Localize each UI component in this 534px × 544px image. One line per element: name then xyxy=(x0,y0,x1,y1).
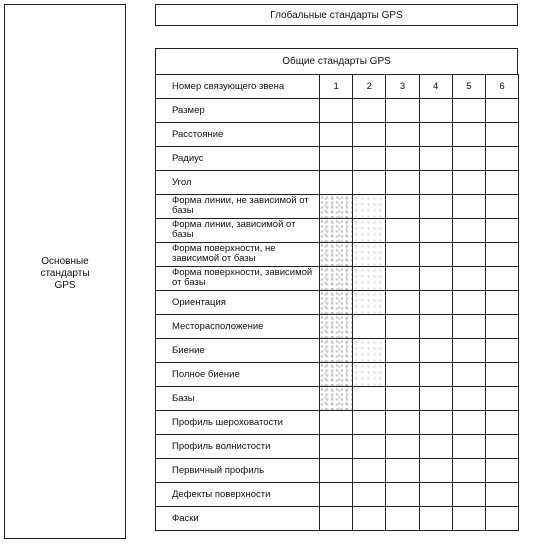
matrix-cell xyxy=(386,267,419,291)
matrix-row xyxy=(156,195,519,219)
matrix-cell xyxy=(419,387,452,411)
matrix-cell xyxy=(485,291,518,315)
matrix-row xyxy=(156,483,519,507)
matrix-cell xyxy=(485,315,518,339)
row-label: Угол xyxy=(156,171,320,195)
matrix-cell xyxy=(419,507,452,531)
main-standards-line: Основные xyxy=(41,256,89,267)
matrix-cell xyxy=(452,435,485,459)
matrix-cell xyxy=(353,99,386,123)
matrix-cell xyxy=(452,219,485,243)
matrix-cell xyxy=(386,147,419,171)
matrix-cell xyxy=(485,459,518,483)
main-standards-label xyxy=(5,256,125,292)
row-label: Профиль шероховатости xyxy=(156,411,320,435)
matrix-cell xyxy=(485,363,518,387)
matrix-cell xyxy=(452,507,485,531)
matrix-cell xyxy=(485,387,518,411)
matrix-cell xyxy=(353,435,386,459)
matrix-cell xyxy=(386,99,419,123)
matrix-cell xyxy=(320,147,353,171)
matrix-cell xyxy=(320,411,353,435)
column-number: 5 xyxy=(452,75,485,99)
matrix-cell xyxy=(386,123,419,147)
matrix-cell xyxy=(485,411,518,435)
matrix-row xyxy=(156,171,519,195)
matrix-cell xyxy=(452,147,485,171)
column-number: 1 xyxy=(320,75,353,99)
matrix-cell xyxy=(320,339,353,363)
row-label: Расстояние xyxy=(156,123,320,147)
matrix-cell xyxy=(452,195,485,219)
matrix-cell xyxy=(386,171,419,195)
matrix-cell xyxy=(320,243,353,267)
matrix-cell xyxy=(485,435,518,459)
matrix-row xyxy=(156,243,519,267)
row-label: Форма линии, не зависимой от базы xyxy=(156,195,320,219)
matrix-row xyxy=(156,459,519,483)
matrix-cell xyxy=(452,411,485,435)
matrix-cell xyxy=(320,387,353,411)
matrix-cell xyxy=(386,507,419,531)
matrix-cell xyxy=(353,315,386,339)
matrix-cell xyxy=(452,363,485,387)
row-label: Ориентация xyxy=(156,291,320,315)
matrix-cell xyxy=(452,483,485,507)
matrix-cell xyxy=(353,339,386,363)
gps-matrix-table xyxy=(155,74,519,531)
matrix-cell xyxy=(419,339,452,363)
matrix-cell xyxy=(386,435,419,459)
matrix-cell xyxy=(452,123,485,147)
matrix-row xyxy=(156,219,519,243)
matrix-cell xyxy=(386,483,419,507)
matrix-cell xyxy=(419,315,452,339)
global-standards-box xyxy=(155,4,518,26)
matrix-cell xyxy=(320,99,353,123)
matrix-cell xyxy=(386,387,419,411)
matrix-cell xyxy=(353,195,386,219)
matrix-cell xyxy=(485,123,518,147)
row-label: Дефекты поверхности xyxy=(156,483,320,507)
matrix-cell xyxy=(419,411,452,435)
matrix-cell xyxy=(485,99,518,123)
column-number: 2 xyxy=(353,75,386,99)
matrix-header-row xyxy=(156,75,519,99)
matrix-cell xyxy=(452,267,485,291)
matrix-cell xyxy=(452,339,485,363)
matrix-cell xyxy=(386,315,419,339)
matrix-cell xyxy=(419,171,452,195)
matrix-cell xyxy=(419,363,452,387)
matrix-cell xyxy=(419,243,452,267)
matrix-cell xyxy=(320,483,353,507)
matrix-cell xyxy=(353,123,386,147)
row-label: Размер xyxy=(156,99,320,123)
matrix-cell xyxy=(386,291,419,315)
matrix-cell xyxy=(320,123,353,147)
matrix-cell xyxy=(485,267,518,291)
matrix-cell xyxy=(419,123,452,147)
matrix-cell xyxy=(320,291,353,315)
matrix-cell xyxy=(353,507,386,531)
matrix-row xyxy=(156,315,519,339)
matrix-cell xyxy=(320,219,353,243)
matrix-cell xyxy=(452,387,485,411)
matrix-cell xyxy=(353,171,386,195)
matrix-cell xyxy=(320,195,353,219)
row-label: Фаски xyxy=(156,507,320,531)
matrix-cell xyxy=(353,363,386,387)
matrix-cell xyxy=(419,267,452,291)
matrix-cell xyxy=(353,483,386,507)
matrix-cell xyxy=(353,147,386,171)
matrix-cell xyxy=(419,435,452,459)
matrix-row xyxy=(156,387,519,411)
column-number: 6 xyxy=(485,75,518,99)
matrix-cell xyxy=(353,411,386,435)
matrix-cell xyxy=(320,435,353,459)
matrix-cell xyxy=(419,291,452,315)
matrix-cell xyxy=(452,291,485,315)
matrix-cell xyxy=(485,483,518,507)
row-label: Месторасположение xyxy=(156,315,320,339)
matrix-row xyxy=(156,147,519,171)
matrix-cell xyxy=(353,267,386,291)
matrix-cell xyxy=(485,171,518,195)
matrix-cell xyxy=(485,219,518,243)
column-number: 4 xyxy=(419,75,452,99)
matrix-cell xyxy=(386,411,419,435)
matrix-cell xyxy=(419,219,452,243)
matrix-row xyxy=(156,411,519,435)
matrix-cell xyxy=(386,339,419,363)
matrix-cell xyxy=(353,291,386,315)
matrix-cell xyxy=(485,507,518,531)
row-label: Базы xyxy=(156,387,320,411)
matrix-cell xyxy=(485,195,518,219)
matrix-cell xyxy=(386,363,419,387)
matrix-cell xyxy=(386,243,419,267)
matrix-cell xyxy=(353,219,386,243)
main-standards-line: GPS xyxy=(54,280,76,291)
matrix-cell xyxy=(419,459,452,483)
main-standards-line: стандарты xyxy=(40,268,90,279)
row-label: Форма поверхности, не зависимой от базы xyxy=(156,243,320,267)
matrix-cell xyxy=(485,243,518,267)
matrix-cell xyxy=(320,507,353,531)
matrix-cell xyxy=(452,459,485,483)
general-standards-title: Общие стандарты GPS xyxy=(282,56,391,67)
column-number: 3 xyxy=(386,75,419,99)
matrix-cell xyxy=(419,195,452,219)
matrix-cell xyxy=(419,147,452,171)
matrix-row xyxy=(156,339,519,363)
matrix-cell xyxy=(419,99,452,123)
matrix-cell xyxy=(452,315,485,339)
general-standards-header xyxy=(155,48,518,74)
row-label: Профиль волнистости xyxy=(156,435,320,459)
global-standards-title: Глобальные стандарты GPS xyxy=(270,9,403,21)
matrix-row xyxy=(156,507,519,531)
row-label: Биение xyxy=(156,339,320,363)
matrix-cell xyxy=(320,363,353,387)
matrix-cell xyxy=(452,243,485,267)
matrix-cell xyxy=(320,459,353,483)
matrix-cell xyxy=(353,243,386,267)
row-label: Радиус xyxy=(156,147,320,171)
row-label: Полное биение xyxy=(156,363,320,387)
row-label: Форма линии, зависимой от базы xyxy=(156,219,320,243)
matrix-cell xyxy=(419,483,452,507)
matrix-cell xyxy=(320,171,353,195)
matrix-row xyxy=(156,267,519,291)
matrix-cell xyxy=(320,315,353,339)
row-label: Форма поверхности, зависимой от базы xyxy=(156,267,320,291)
matrix-cell xyxy=(386,459,419,483)
matrix-cell xyxy=(485,339,518,363)
matrix-cell xyxy=(320,267,353,291)
matrix-row xyxy=(156,99,519,123)
matrix-cell xyxy=(386,219,419,243)
matrix-row xyxy=(156,123,519,147)
matrix-cell xyxy=(485,147,518,171)
main-standards-box xyxy=(4,4,126,539)
row-label: Первичный профиль xyxy=(156,459,320,483)
matrix-row xyxy=(156,291,519,315)
matrix-cell xyxy=(386,195,419,219)
matrix-cell xyxy=(353,459,386,483)
matrix-cell xyxy=(452,99,485,123)
matrix-row xyxy=(156,435,519,459)
matrix-cell xyxy=(353,387,386,411)
matrix-cell xyxy=(452,171,485,195)
matrix-row xyxy=(156,363,519,387)
chain-link-number-label: Номер связующего звена xyxy=(156,75,320,99)
